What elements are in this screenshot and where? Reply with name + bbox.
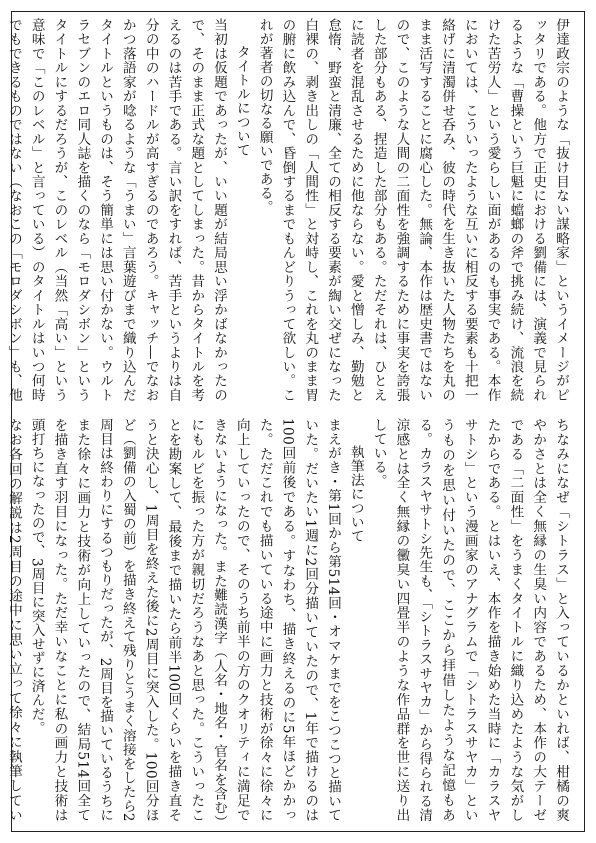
- lower-vertical-text: [5, 418, 572, 822]
- paragraph-historical-figures: 伊達政宗のような「抜け目ない謀略家」というイメージがピッタリである。他方で正史における劉備には、演義で見られるような「曹操という巨魁に蟷螂の斧で挑み続け、流浪を続けた苦労人」という愛らしい面があるのも事実である。本作においては、こういったような互いに相反する要素も十把一絡げに清濁併せ呑み、彼の時代を生き抜いた人物たちを丸のまま活写することに腐心した。無論、本作は歴史書ではないので、このような人間の二面性を強調するために事実を誇張した部分もある、捏造した部分もある。ただそれは、ひとえに読者を混乱させるために他ならない。愛と憎しみ、勤勉と怠惰、野蛮と清廉、全ての相反する要素が綯い交ぜになった白裸の、剥き出しの「人間性」と対峙し、これを丸のまま胃の腑に飲み込んで、昏倒するまでもんどりうって欲しい。これが著者の切なる願いである。: [256, 18, 569, 402]
- upper-vertical-text: [5, 18, 572, 402]
- paragraph-writing-process: まえがき・第1回から第514回・オマケまでをこつこつと描いていた。だいたい1週に2回分描いていたので、1年で描けるのは100回前後である。すなわち、描き終えるのに5年ほどかかった。ただこれでも描いている途中に画力と技術が徐々に徐々に向上していったので、そのうち前半の方のクオリティに満足できないようになった。また難読漢字（人名・地名・官名を含む）にもルビを振った方が親切だろうなあと思った。こういったことを勘案して、最後まで描いたら前半100回くらいを描き直そうと決心し、1周目を終えた後に2周目に突入した。100回分ほど（劉備の入蜀の前）を描き終えて残りとうまく溶接をしたら2周目は終わりにするつもりだったが、2周目を描いているうちにまた徐々に画力と技術が向上していったので、結局514回全てを描き直す羽目になった。ただ幸いなことに私の画力と技術は頭打ちになったので、3周目に突入せずに済んだ。: [28, 418, 342, 822]
- paragraph-title-explanation: 当初は仮題であったが、いい題が結局思い浮かばなかったので、そのまま正式な題としてしまった。昔からタイトルを考えるのは苦手である。言い訳をすれば、苦手というよりは自分の中のハードルが高すぎるのであろう。キャッチ―でなおかつ落語家が唸るような「うまい」言葉遊びまで織り込んだタイトルというものは、そう簡単には思い付かない。ウルトラセブンのエロ同人誌を描くのなら「モロダシボン」というタイトルにするだろうが、このレベル（当然「高い」という意味で「このレベル」と言っている）のタイトルはいつ何時でもできるものではない（なおこの「モロダシボン」も、他: [5, 18, 228, 402]
- section-heading-writing-method: 執筆法について: [347, 445, 364, 543]
- section-heading-title: タイトルについて: [233, 45, 250, 157]
- lower-text-block: [5, 418, 572, 822]
- upper-text-block: [5, 18, 572, 402]
- paragraph-citrus-reason: ちなみになぜ「シトラス」と入っているかといれば、柑橘の爽やかさとは全く無縁の生臭い内容であるため、本作の大テーゼである「二面性」をうまくタイトルに織り込めたような気がしたからである。とはいえ、本作を描き始めた当時に「カラスヤサトシ」という漫画家のアナグラムで「シトラスサヤカ」というものを思い付いたので、ここから拝借したような記憶もある。カラスヤサトシ先生も、「シトラスサヤカ」から得られる清涼感とは全く無縁の黴臭い四畳半のような作品群を世に送り出している。: [370, 418, 569, 822]
- paragraph-commentary-note: なお各回の解説は2周目の途中に思い立って徐々に執筆してい: [5, 418, 22, 822]
